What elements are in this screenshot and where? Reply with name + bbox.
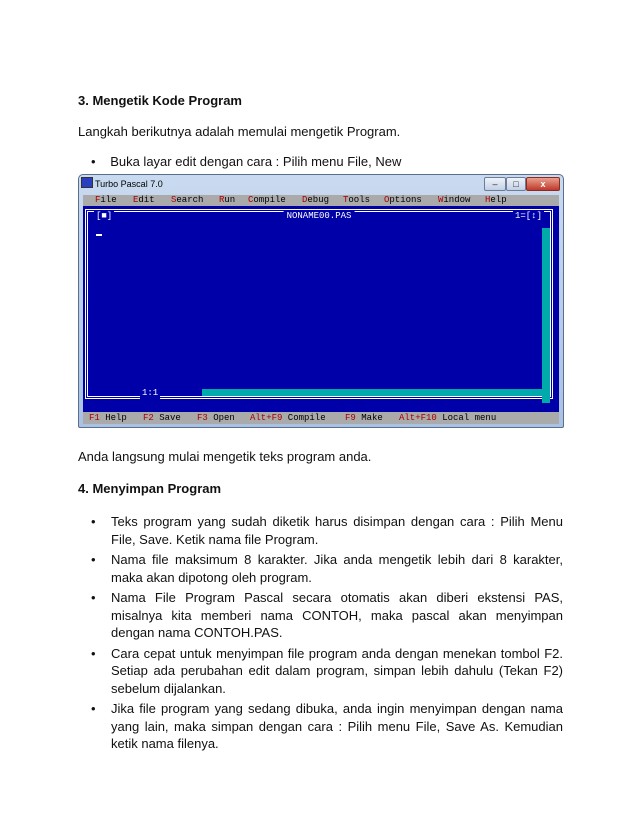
zoom-box-icon[interactable]: 1=[↕] [514,211,542,221]
status-label: Local menu [436,413,497,423]
status-key: F9 [345,413,356,423]
menu-label: indow [443,195,471,205]
menu-options[interactable] [384,195,422,206]
list-item-text: Cara cepat untuk menyimpan file program anda dengan menekan tombol F2. Setiap ada perubahan edit dalam program, simpan lebih dahulu (Tekan F2) sebelum dijalankan. [111,645,563,696]
status-key: Alt+F10 [399,413,437,423]
section3-heading: 3. Mengetik Kode Program [78,93,242,108]
section3-intro: Langkah berikutnya adalah memulai mengetik Program. [78,124,401,139]
menu-hotkey: F [95,195,101,205]
vertical-scrollbar[interactable] [542,228,550,403]
menu-hotkey: W [438,195,444,205]
minimize-button[interactable]: – [484,177,506,191]
bullet-dot: • [91,154,96,169]
bullet-dot: • [91,514,96,529]
menu-edit[interactable] [133,195,155,206]
menu-hotkey: R [219,195,225,205]
status-label: Compile [282,413,326,423]
status-label: Save [153,413,181,423]
status-make[interactable] [345,412,383,424]
menu-label: earch [176,195,204,205]
text-cursor [96,234,102,236]
list-item [91,645,563,698]
menu-debug[interactable] [302,195,329,206]
status-label: Make [355,413,383,423]
status-open[interactable] [197,412,235,424]
editor-frame [85,209,553,399]
status-help[interactable] [89,412,127,424]
status-compile[interactable] [250,412,326,424]
list-item-text: Nama file maksimum 8 karakter. Jika anda mengetik lebih dari 8 karakter, maka akan dipotong oleh program. [111,552,563,585]
menu-hotkey: C [248,195,254,205]
close-button[interactable]: x [526,177,560,191]
maximize-button[interactable]: □ [506,177,526,191]
menu-label: dit [138,195,155,205]
menu-hotkey: O [384,195,390,205]
list-item-text: Teks program yang sudah diketik harus disimpan dengan cara : Pilih Menu File, Save. Ketik nama file Program. [111,514,563,547]
close-box-icon[interactable]: [■] [96,211,113,221]
list-item [91,551,563,586]
menu-label: ebug [307,195,330,205]
cursor-position: 1:1 [142,388,159,398]
list-item [91,589,563,642]
menu-window[interactable] [438,195,470,206]
menu-label: ptions [389,195,422,205]
menu-help[interactable] [485,195,507,206]
menu-search[interactable] [171,195,203,206]
status-key: F1 [89,413,100,423]
menu-hotkey: S [171,195,177,205]
list-item [91,700,563,753]
list-item [91,513,563,548]
status-key: F3 [197,413,208,423]
window-title: Turbo Pascal 7.0 [95,179,163,189]
status-key: F2 [143,413,154,423]
status-label: Open [207,413,235,423]
app-icon [81,177,93,188]
list-item-text: Nama File Program Pascal secara otomatis akan diberi ekstensi PAS, misalnya kita memberi nama CONTOH, maka pascal akan menyimpan dengan nama CONTOH.PAS. [111,590,563,640]
editor-title: NONAME00.PAS [284,211,355,222]
menu-hotkey: T [343,195,349,205]
bullet-dot: • [91,701,96,716]
menu-label: elp [490,195,507,205]
list-item-text: Jika file program yang sedang dibuka, anda ingin menyimpan dengan nama yang lain, maka simpan dengan cara : Pilih menu File, Save As. Kemudian ketik nama filenya. [111,701,563,751]
menu-run[interactable] [219,195,235,206]
status-key: Alt+F9 [250,413,283,423]
menu-label: ools [348,195,371,205]
bullet-dot: • [91,552,96,567]
menu-label: un [224,195,236,205]
menu-bar [83,195,559,206]
menu-file[interactable] [95,195,117,206]
status-local-menu[interactable] [399,412,496,424]
section3-bullet-text: Buka layar edit dengan cara : Pilih menu File, New [110,154,402,169]
menu-hotkey: D [302,195,308,205]
section3-bullet [91,154,401,169]
menu-hotkey: E [133,195,139,205]
status-label: Help [99,413,127,423]
status-save[interactable] [143,412,181,424]
menu-tools[interactable] [343,195,370,206]
bullet-dot: • [91,645,96,661]
after-window-text: Anda langsung mulai mengetik teks program anda. [78,449,372,464]
menu-compile[interactable] [248,195,286,206]
menu-label: ompile [253,195,286,205]
menu-label: ile [100,195,117,205]
dos-client-area [83,195,559,424]
turbo-pascal-window [78,174,564,428]
menu-hotkey: H [485,195,491,205]
bullet-dot: • [91,590,96,605]
section4-heading: 4. Menyimpan Program [78,481,222,496]
status-bar [83,412,559,424]
editor-window[interactable] [83,206,559,404]
horizontal-scrollbar[interactable] [202,389,548,396]
section4-bullet-list [91,513,563,756]
